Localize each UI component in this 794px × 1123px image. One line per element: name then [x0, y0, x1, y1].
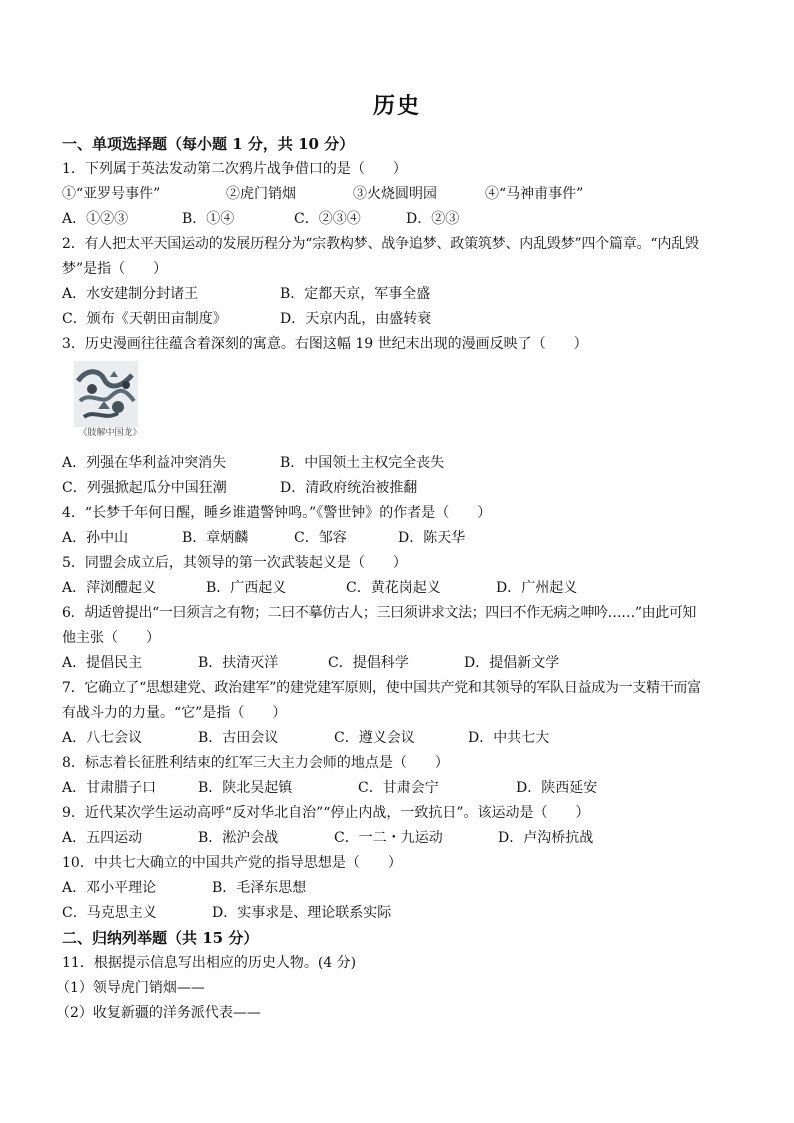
- q1-option-d: D．②③: [406, 211, 460, 227]
- q2-option-c: C．颁布《天朝田亩制度》: [62, 311, 227, 327]
- question-6-stem-line1: 6．胡适曾提出“一曰须言之有物；二曰不摹仿古人；三曰须讲求文法；四曰不作无病之呻吟……”由此可知: [62, 605, 697, 621]
- question-3-options-row1: [62, 451, 732, 476]
- question-10-options-row1: [62, 876, 732, 901]
- q5-option-b: B．广西起义: [206, 580, 287, 596]
- q6-option-b: B．扶清灭洋: [198, 655, 279, 671]
- q7-option-c: C．遵义会议: [334, 730, 415, 746]
- question-5-options: [62, 576, 732, 601]
- q10-option-a: A．邓小平理论: [62, 880, 157, 896]
- q1-option-a: A．①②③: [62, 211, 129, 227]
- dragon-cartoon-illustration: [74, 361, 138, 427]
- question-9-options: [62, 826, 732, 851]
- question-4-options: [62, 526, 732, 551]
- q4-option-b: B．章炳麟: [182, 530, 249, 546]
- q2-option-b: B．定都天京，军事全盛: [280, 286, 431, 302]
- question-6-stem-line2: 他主张（ ）: [62, 630, 160, 646]
- q9-option-d: D．卢沟桥抗战: [498, 830, 594, 846]
- q5-option-c: C．黄花岗起义: [346, 580, 441, 596]
- q7-option-d: D．中共七大: [468, 730, 550, 746]
- question-10-options-row2: [62, 901, 732, 926]
- question-11-sub-1: （1）领导虎门销烟——: [56, 980, 205, 996]
- page-title: 历史: [372, 93, 421, 119]
- question-3-stem: 3．历史漫画往往蕴含着深刻的寓意。右图这幅 19 世纪末出现的漫画反映了（ ）: [62, 336, 588, 352]
- q4-option-a: A．孙中山: [62, 530, 129, 546]
- q10-option-b: B．毛泽东思想: [212, 880, 307, 896]
- q1-item-1: ①“亚罗号事件”: [62, 186, 161, 202]
- q9-option-a: A．五四运动: [62, 830, 143, 846]
- q9-option-c: C．一二・九运动: [334, 830, 443, 846]
- q4-option-d: D．陈天华: [398, 530, 466, 546]
- q3-option-c: C．列强掀起瓜分中国狂潮: [62, 480, 227, 496]
- question-7-stem-line1: 7．它确立了“思想建党、政治建军”的建党建军原则，使中国共产党和其领导的军队日益成为一支精干而富: [62, 680, 701, 696]
- q1-item-4: ④“马神甫事件”: [485, 186, 584, 202]
- question-5-stem: 5．同盟会成立后，其领导的第一次武装起义是（ ）: [62, 555, 407, 571]
- question-9-stem: 9．近代某次学生运动高呼“反对华北自治”“停止内战，一致抗日”。该运动是（ ）: [62, 805, 590, 821]
- q10-option-c: C．马克思主义: [62, 905, 157, 921]
- q6-option-c: C．提倡科学: [328, 655, 409, 671]
- question-2-stem-line1: 2．有人把太平天国运动的发展历程分为“宗教构梦、战争追梦、政策筑梦、内乱毁梦”四个篇章。“内乱毁: [62, 236, 699, 252]
- q4-option-c: C．邹容: [294, 530, 347, 546]
- question-11-stem: 11．根据提示信息写出相应的历史人物。(4 分): [62, 955, 357, 971]
- q6-option-a: A．提倡民主: [62, 655, 143, 671]
- q3-option-d: D．清政府统治被推翻: [280, 480, 418, 496]
- question-7-stem-line2: 有战斗力的力量。“它”是指（ ）: [62, 705, 287, 721]
- question-8-options: [62, 776, 732, 801]
- q6-option-d: D．提倡新文学: [464, 655, 560, 671]
- question-8-stem: 8．标志着长征胜利结束的红军三大主力会师的地点是（ ）: [62, 755, 449, 771]
- question-7-options: [62, 726, 732, 751]
- question-1-options: [62, 207, 732, 232]
- q10-option-d: D．实事求是、理论联系实际: [212, 905, 392, 921]
- question-10-stem: 10．中共七大确立的中国共产党的指导思想是（ ）: [62, 855, 402, 871]
- q3-option-a: A．列强在华利益冲突消失: [62, 455, 227, 471]
- q8-option-b: B．陕北吴起镇: [198, 780, 293, 796]
- question-1-items: [62, 182, 732, 207]
- section-heading-single-choice: 一、单项选择题（每小题 1 分，共 10 分）: [62, 135, 355, 153]
- q7-option-b: B．古田会议: [198, 730, 279, 746]
- q2-option-a: A．水安建制分封诸王: [62, 286, 199, 302]
- question-6-options: [62, 651, 732, 676]
- q1-item-2: ②虎门销烟: [226, 186, 296, 202]
- q9-option-b: B．淞沪会战: [198, 830, 279, 846]
- question-2-stem-line2: 梦”是指（ ）: [62, 261, 168, 277]
- q8-option-d: D．陕西延安: [516, 780, 598, 796]
- q1-option-b: B．①④: [182, 211, 235, 227]
- q3-option-b: B．中国领土主权完全丧失: [280, 455, 445, 471]
- q1-option-c: C．②③④: [294, 211, 361, 227]
- question-3-options-row2: [62, 476, 732, 501]
- question-2-options-row2: [62, 307, 732, 332]
- cartoon-caption: 《肢解中国龙》: [78, 428, 142, 438]
- question-11-sub-2: （2）收复新疆的洋务派代表——: [56, 1005, 261, 1021]
- section-heading-list: 二、归纳列举题（共 15 分）: [62, 929, 259, 947]
- q8-option-a: A．甘肃腊子口: [62, 780, 157, 796]
- q1-item-3: ③火烧圆明园: [353, 186, 437, 202]
- question-2-options-row1: [62, 282, 732, 307]
- q5-option-a: A．萍浏醴起义: [62, 580, 157, 596]
- q2-option-d: D．天京内乱，由盛转衰: [280, 311, 432, 327]
- question-1-stem: 1．下列属于英法发动第二次鸦片战争借口的是（ ）: [62, 161, 407, 177]
- q8-option-c: C．甘肃会宁: [358, 780, 439, 796]
- exam-page: [56, 92, 732, 1026]
- cartoon-image: [74, 361, 146, 443]
- q7-option-a: A．八七会议: [62, 730, 143, 746]
- q5-option-d: D．广州起义: [496, 580, 578, 596]
- question-4-stem: 4．“长梦千年何日醒，睡乡谁遣警钟鸣。”《警世钟》的作者是（ ）: [62, 505, 492, 521]
